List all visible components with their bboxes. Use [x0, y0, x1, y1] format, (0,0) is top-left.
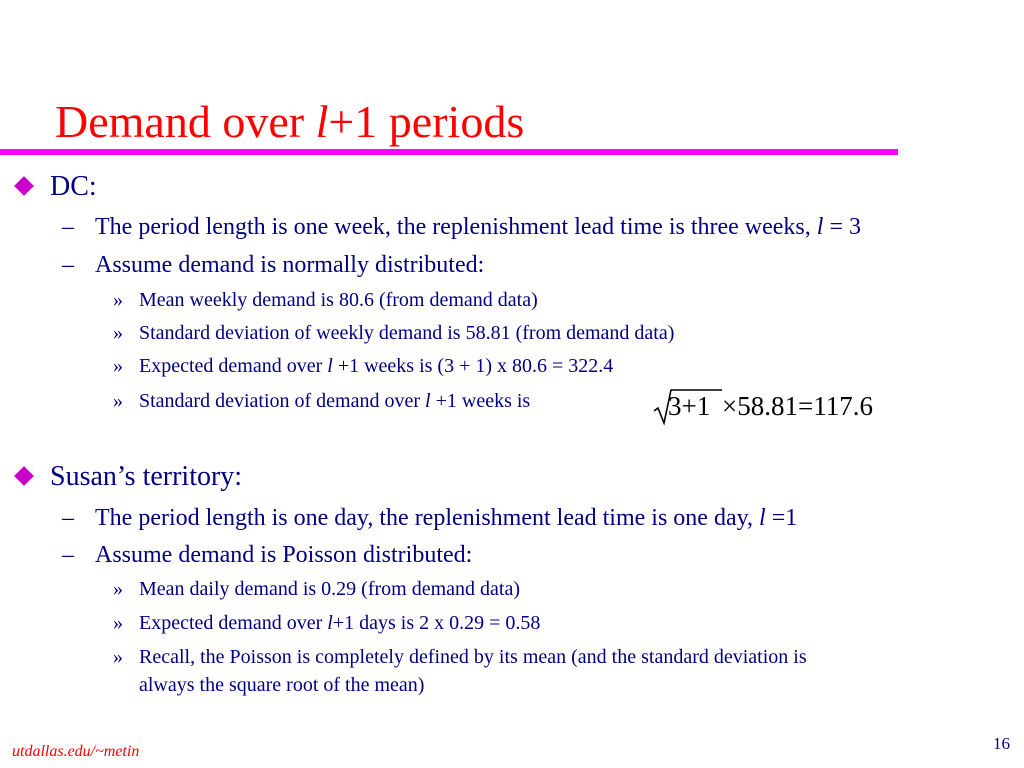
list-item: Assume demand is Poisson distributed:: [95, 542, 473, 568]
sub-list-item: Mean daily demand is 0.29 (from demand data): [139, 578, 520, 600]
diamond-bullet-icon: [14, 466, 34, 486]
chevron-bullet-icon: »: [113, 390, 123, 412]
sub-list-item: Recall, the Poisson is completely defined by its mean (and the standard deviation is: [139, 646, 807, 668]
chevron-bullet-icon: »: [113, 646, 123, 668]
formula-result: ×58.81=117.6: [722, 391, 873, 421]
formula-radicand: 3+1: [668, 391, 711, 421]
sub-list-item: Expected demand over l+1 days is 2 x 0.29 = 0.58: [139, 612, 541, 634]
chevron-bullet-icon: »: [113, 322, 123, 344]
section-heading-dc: DC:: [50, 171, 97, 202]
list-item: The period length is one week, the replenishment lead time is three weeks, l = 3: [95, 214, 861, 240]
sub-list-item: Expected demand over l +1 weeks is (3 + 1) x 80.6 = 322.4: [139, 355, 614, 377]
sub-list-item-continuation: always the square root of the mean): [139, 674, 425, 696]
page-number: 16: [993, 734, 1010, 753]
dash-bullet-icon: –: [62, 214, 74, 240]
title-text: Demand over: [55, 96, 316, 147]
section-heading-susan: Susan’s territory:: [50, 461, 243, 492]
list-item: The period length is one day, the replenishment lead time is one day, l =1: [95, 505, 798, 531]
slide-title: [55, 92, 524, 152]
chevron-bullet-icon: »: [113, 612, 123, 634]
diamond-bullet-icon: [14, 176, 34, 196]
sub-list-item: Standard deviation of weekly demand is 58.81 (from demand data): [139, 322, 675, 344]
dash-bullet-icon: –: [62, 505, 74, 531]
chevron-bullet-icon: »: [113, 289, 123, 311]
list-item: Assume demand is normally distributed:: [95, 252, 485, 278]
dash-bullet-icon: –: [62, 542, 74, 568]
title-underline: [0, 149, 898, 155]
footer-url: utdallas.edu/~metin: [12, 743, 140, 760]
title-variable: l: [315, 96, 329, 147]
sub-list-item: Standard deviation of demand over l +1 weeks is: [139, 390, 531, 412]
chevron-bullet-icon: »: [113, 355, 123, 377]
chevron-bullet-icon: »: [113, 578, 123, 600]
dash-bullet-icon: –: [62, 252, 74, 278]
sub-list-item: Mean weekly demand is 80.6 (from demand data): [139, 289, 538, 311]
title-text-suffix: +1 periods: [328, 96, 525, 147]
